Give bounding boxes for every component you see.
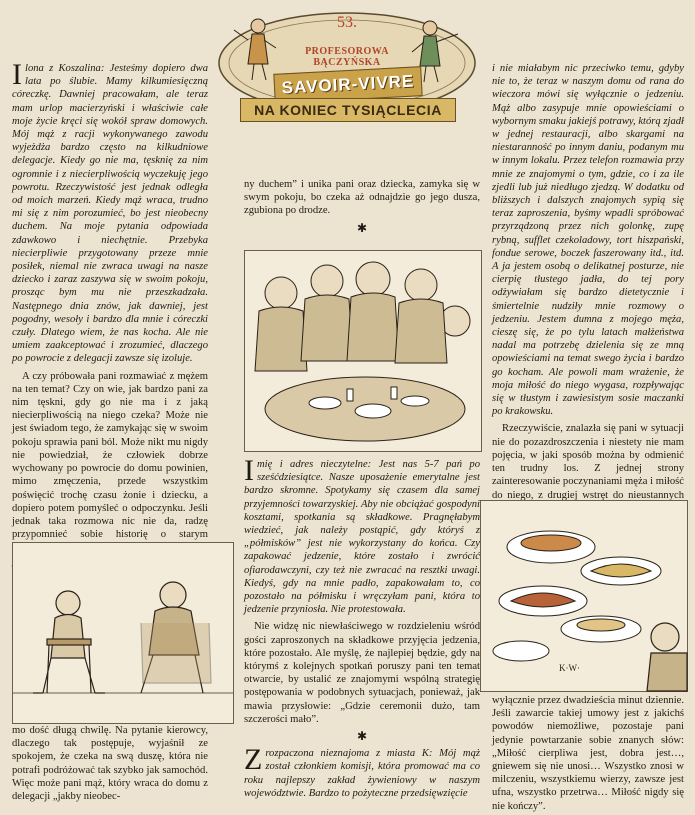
reader-letter-3-continue: i nie miałabym nic przeciwko temu, gdyby nie to, że teraz w naszym domu od rana do wieczora mówi się wyłącznie o jedzeniu. Mąż albo zasypuje mnie opowieściami o wybornym smaku jakiejś potrawy, którą zjadł w jednej restauracji, albo skargami na niestaranność po innym daniu, podanym mu w innym lokalu. Przez telefon rozmawia przy mnie ze znajomymi o tym, gdzie, co i za ile zjedli lub już niedługo zjedzą. W dodatku od bliższych i dalszych znajomych sypią się teraz zaproszenia, byśmy wpadli spróbować przyrządzoną przez nich golonkę, zupę rybną, sufflet czekoladowy, tort hiszpański, fondue serowe, boczek faszerowany itd., itd. A ja jestem osobą o delikatnej posturze, nie cierpię tłustego jadła, do tej pory odżywiałam się bardzo dietetycznie i śmiertelnie nudziły mnie rozmowy o jedzeniu. Jestem dumna z mojego męża, cieszę się, że po tylu latach małżeństwa nadal ma potrzebę dzielenia się ze mną opowieściami na temat swego życia i bardzo go kocham. Ale powoli mam wrażenie, że moja miłość do niego wygasa, rozpływając się w tłustym i zawiesistym sosie maczanki po krakowsku. — [492, 63, 684, 418]
column-title: SAVOIR-VIVRE — [273, 66, 422, 104]
separator-star: ✱ — [356, 729, 368, 744]
reader-letter-3: Zrozpaczona nieznajoma z miasta K: Mój mąż został członkiem komisji, która promować ma co roku najlepszy zakład żywieniowy w naszym województwie. Bardzo to pożyteczne przedsięwzięcie — [244, 743, 480, 799]
author-name: PROFESOROWA BĄCZYŃSKA — [305, 46, 389, 68]
column-1-bottom — [12, 724, 208, 803]
answer-1: A czy próbowała pani rozmawiać z mężem na ten temat? Czy on wie, jak bardzo pani za nim tęskni, gdy go nie ma i z jaką niecierpliwością na niego czeka? Może nie jest świadom tego, że zamykając się w swoim pokoju sprawia pani ból. Może nikt mu nigdy nie powiedział, że człowiek dobrze wychowany po powrocie do domu powinien, mimo zmęczenia, przede wszystkim poświęcić trochę czasu żonie i dziecku, a dopiero potem pomyśleć o odpoczynku. Jeśli jednak taka rozmowa nic nie da, radzę przypomnieć sobie historię o starym — [12, 370, 208, 541]
answer-1-continue: ny duchem” i unika pani oraz dziecka, zamyka się w swym pokoju, bo czeka aż odnajdzie go jego dusza, zgubiona po drodze. — [244, 179, 480, 217]
reader-letter-1: Ilona z Koszalina: Jesteśmy dopiero dwa lata po ślubie. Mamy kilkumiesięczną córeczkę. Dawniej pracowałam, ale teraz mam urlop macierzyński i właściwie całe moje życie kręci się wokół spraw domowych. Mój mąż z racji wykonywanego zawodu wyjeżdża bardzo często na kilkudniowe delegacje. Kiedy go nie ma, tęsknię za nim ogromnie i z niecierpliwością wyczekuję jego powrotu. Rzeczywistość jest jednak odległa od moich marzeń. Kiedy mąż wraca, trudno mi się z nim porozumieć, bo jest nieobecny duchem. Na moje pytania odpowiada zdawkowo i niechętnie. Przebyka niecierpliwie przygotowany przeze mnie posiłek, niemal nie zwraca uwagi na nasze dziecko i zaraz zaszywa się w swoim pokoju, prosząc bym mu nie przeszkadzała. Następnego dnia znów, jak dawniej, jest pogodny, wesoły i bardzo dla mnie i córeczki czuły. Dlatego wiem, że nas kocha. Ale nie umiem zaakceptować i zrozumieć, dlaczego po powrocie z delegacji zawsze się izoluje. — [12, 58, 208, 365]
column-3-bottom — [492, 694, 684, 813]
signature: K·W· — [559, 663, 580, 673]
column-subtitle: NA KONIEC TYSIĄCLECIA — [240, 98, 456, 122]
column-2 — [244, 178, 480, 239]
couple-illustration — [12, 542, 234, 724]
answer-3-end: wyłącznie przez dwadzieścia minut dziennie. Jeśli zawarcie takiej umowy jest z jakichś powodów niemożliwe, pozostaje pani jedynie powtarzanie sobie znanych słów: „Miłość cierpliwa jest, dobra jest…, gniewem się nie unosi… Wszystko znosi w milczeniu, wszystkiemu wierzy, zawsze jest ufna, wszystko przetrwa… Miłość nigdy się nie kończy”. — [492, 695, 684, 812]
drop-cap: Z — [244, 743, 263, 777]
column-header — [212, 8, 482, 126]
drop-cap: I — [244, 454, 254, 487]
ladies-table-illustration — [244, 250, 482, 452]
answer-2: Nie widzę nic niewłaściwego w rozdzieleniu wśród gości zaproszonych na składkowe przyjęcia jedzenia, które pozostało. Ale myślę, że najlepiej będzie, gdy na którymś z kolejnych spotkań poruszy pani ten temat otwarcie, by ustalić ze znajomymi wspólną strategię postępowania w podobnych sytuacjach, ponieważ, jak mawia przysłowie: „Gdzie ceremonii dużo, tam szczerości mało”. — [244, 621, 480, 725]
answer-3: Rzeczywiście, znalazła się pani w sytuacji nie do pozazdroszczenia i niestety nie mam pojęcia, w jaki sposób można by odmienić ten trudny los. Z jednej strony zainteresowanie poczynaniami męża i miłość do niego, z drugiej wstręt do nieustannych — [492, 423, 684, 501]
page-number: 53. — [337, 14, 357, 31]
drop-cap: I — [12, 58, 22, 91]
reader-letter-2: Imię i adres nieczytelne: Jest nas 5-7 pań po sześćdziesiątce. Nasze uposażenie emerytalne jest bardzo skromne. Spotykamy się czasem dla samej przyjemności towarzyskiej. Aby nie obciążać gospodyni kosztami, spotkania są składkowe. Pragnęłabym wiedzieć, jak należy postąpić, gdy któryś z „półmisków” jest nie wykorzystany do końca. Czy zapakować jedzenie, które zostało i zwrócić ofiarodawczyni, czy też nie zwracać na resztki uwagi. Kiedyś, gdy na mnie padło, zapakowałam to, co pozostało na półmisku i wręczyłam pani, która to jedzenie przyniosła. Nie protestowała. — [244, 454, 480, 616]
food-table-illustration — [480, 500, 688, 692]
column-2-lower — [244, 454, 480, 815]
separator-star: ✱ — [356, 220, 368, 235]
answer-1-end: mo dość długą chwilę. Na pytanie kierowcy, dlaczego tak postępuje, wyjaśnił ze spokojem, że czeka na swą duszę, która nie potrafi podróżować tak szybko jak samochód. Więc może pani mąż, który wraca do domu z delegacji „jakby nieobec- — [12, 725, 208, 803]
